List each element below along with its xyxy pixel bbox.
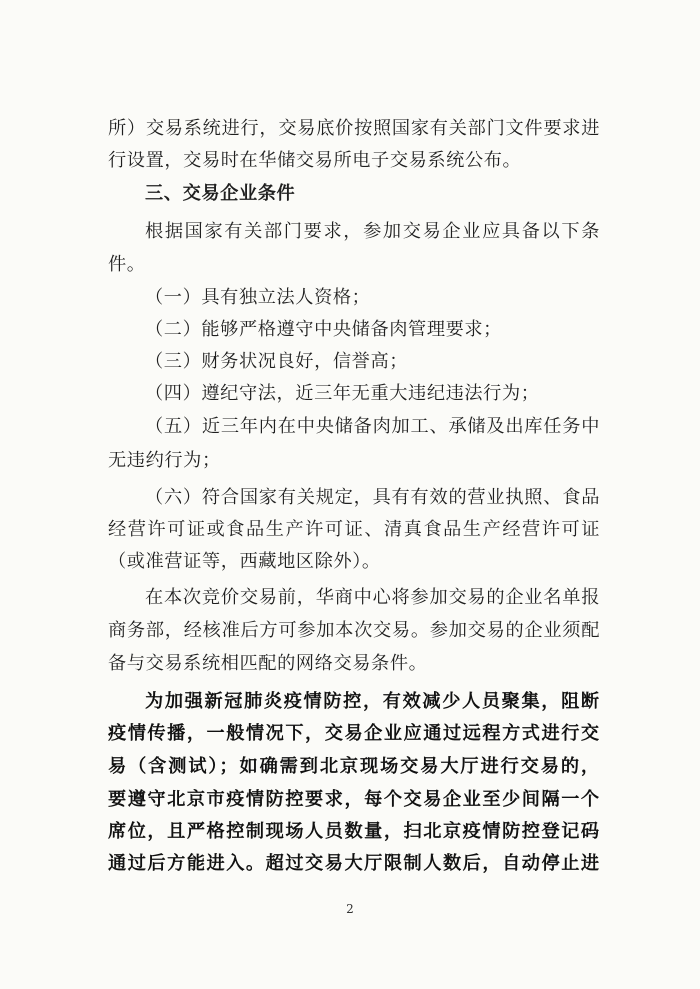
bold-text-line: 为加强新冠肺炎疫情防控，有效减少人员聚集，阻断 <box>145 691 600 712</box>
bold-text-line: 要遵守北京市疫情防控要求，每个交易企业至少间隔一个 <box>108 789 600 810</box>
body-text-line: 所）交易系统进行，交易底价按照国家有关部门文件要求进 <box>108 118 600 139</box>
body-text-line: 在本次竞价交易前，华商中心将参加交易的企业名单报 <box>145 587 600 608</box>
list-item: （三）财务状况良好，信誉高； <box>145 351 409 372</box>
body-text-line: 经营许可证或食品生产许可证、清真食品生产经营许可证 <box>108 519 600 540</box>
bold-text-line: 易（含测试）；如确需到北京现场交易大厅进行交易的， <box>108 756 600 777</box>
bold-text-line: 通过后方能进入。超过交易大厅限制人数后，自动停止进 <box>108 853 600 874</box>
section-heading: 三、交易企业条件 <box>145 183 296 204</box>
body-text-line: 行设置，交易时在华储交易所电子交易系统公布。 <box>108 150 522 171</box>
list-item: （一）具有独立法人资格； <box>145 287 371 308</box>
page-number: 2 <box>346 902 354 916</box>
body-text-line: 根据国家有关部门要求，参加交易企业应具备以下条 <box>145 221 600 242</box>
list-item: （四）遵纪守法，近三年无重大违纪违法行为； <box>145 383 540 404</box>
list-item: （五）近三年内在中央储备肉加工、承储及出库任务中 <box>145 416 600 437</box>
body-text-line: 件。 <box>108 254 146 275</box>
body-text-line: 商务部，经核准后方可参加本次交易。参加交易的企业须配 <box>108 620 600 641</box>
bold-text-line: 疫情传播，一般情况下，交易企业应通过远程方式进行交 <box>108 723 600 744</box>
list-item: （六）符合国家有关规定，具有有效的营业执照、食品 <box>145 487 600 508</box>
list-item: （二）能够严格遵守中央储备肉管理要求； <box>145 319 502 340</box>
body-text-line: （或准营证等，西藏地区除外）。 <box>108 551 381 572</box>
body-text-line: 备与交易系统相匹配的网络交易条件。 <box>108 653 428 674</box>
bold-text-line: 席位，且严格控制现场人员数量，扫北京疫情防控登记码 <box>108 821 600 842</box>
body-text-line: 无违约行为； <box>108 450 221 471</box>
